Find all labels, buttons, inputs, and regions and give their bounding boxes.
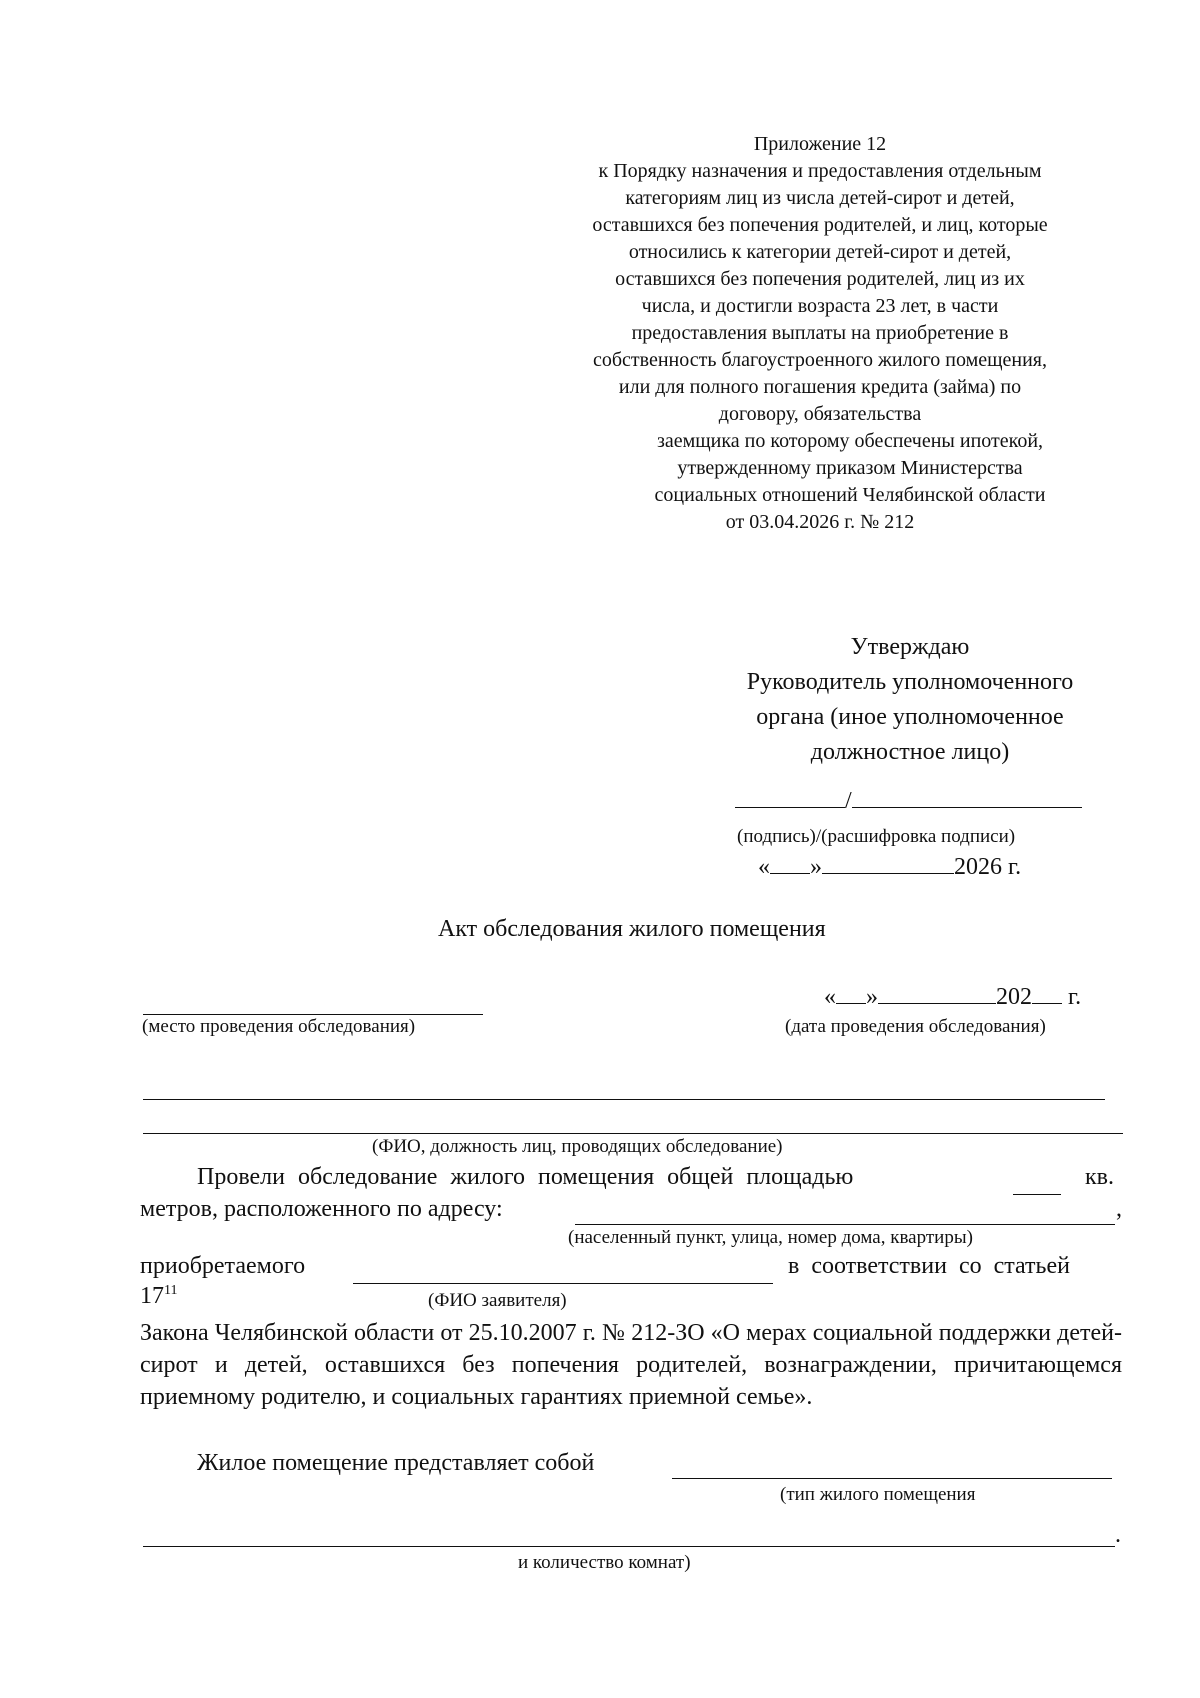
area-unit: кв. [1085,1164,1114,1190]
header-line: собственность благоустроенного жилого помещения, [592,349,1048,371]
approver-title-line: Руководитель уполномоченного [746,669,1074,695]
place-caption: (место проведения обследования) [142,1016,416,1037]
header-line: утвержденному приказом Министерства [677,457,1023,479]
header-line: к Порядку назначения и предоставления отдельным [598,160,1042,182]
rooms-field[interactable] [143,1546,1115,1547]
act-title: Акт обследования жилого помещения [438,916,826,942]
header-line: оставшихся без попечения родителей, и лиц, которые [592,214,1048,236]
approval-block [700,630,1120,770]
place-field[interactable] [143,1014,483,1015]
approval-date: « » 2026 г. [758,854,1022,880]
inspection-year-prefix: 202 [996,984,1032,1010]
header-line: числа, и достигли возраста 23 лет, в части [641,295,999,317]
approval-month-field[interactable] [822,873,954,874]
inspection-year-field[interactable] [1032,1003,1062,1004]
appendix-header [520,131,1120,536]
header-line: или для полного погашения кредита (займа) по [618,376,1022,398]
persons-field-line-2[interactable] [143,1133,1123,1134]
rooms-caption: и количество комнат) [518,1552,691,1573]
approver-title-line: должностное лицо) [810,739,1010,765]
date-caption: (дата проведения обследования) [785,1016,1046,1037]
approval-day-field[interactable] [770,873,810,874]
address-caption: (населенный пункт, улица, номер дома, квартиры) [568,1227,973,1248]
approve-word: Утверждаю [850,634,970,660]
law-paragraph [140,1317,1122,1413]
housing-type-caption: (тип жилого помещения [780,1484,976,1505]
persons-caption: (ФИО, должность лиц, проводящих обследование) [372,1136,783,1157]
header-line: оставшихся без попечения родителей, лиц из их [615,268,1025,290]
housing-phrase: Жилое помещение представляет собой [197,1450,595,1476]
inspection-month-field[interactable] [878,1003,996,1004]
header-line: относились к категории детей-сирот и детей, [628,241,1012,263]
header-line: заемщика по которому обеспечены ипотекой, [656,430,1044,452]
address-field[interactable] [575,1224,1115,1225]
para1-line1: Провели обследование жилого помещения общей площадью [197,1164,854,1190]
header-line: от 03.04.2026 г. № 212 [725,511,915,533]
header-line: предоставления выплаты на приобретение в [631,322,1009,344]
housing-type-field[interactable] [672,1478,1112,1479]
header-line: категориям лиц из числа детей-сирот и детей, [625,187,1015,209]
inspection-date: « » 202 г. [824,984,1082,1010]
signature-caption: (подпись)/(расшифровка подписи) [737,826,1016,847]
signature-line [735,788,1082,815]
inspection-day-field[interactable] [836,1003,866,1004]
signature-decoding-field[interactable] [852,807,1082,808]
approver-title-line: органа (иное уполномоченное [756,704,1064,730]
para1-line2: метров, расположенного по адресу: [140,1196,503,1222]
area-field[interactable] [1013,1194,1061,1195]
address-comma: , [1116,1196,1122,1222]
header-line: Приложение 12 [753,133,887,155]
applicant-field[interactable] [353,1283,773,1284]
rooms-period: . [1115,1522,1121,1548]
applicant-caption: (ФИО заявителя) [428,1290,567,1311]
law-text: Закона Челябинской области от 25.10.2007 г. № 212-ЗО «О мерах социальной поддержки детей-сирот и детей, оставшихся без попечения родителей, вознаграждении, причитающемся приемному родителю, и социальных гарантиях приемной семье». [140,1320,1122,1410]
signature-slash: / [845,788,852,814]
acquired-word: приобретаемого [140,1253,306,1279]
according-phrase: в соответствии со статьей [788,1253,1070,1279]
approval-year: 2026 г. [954,854,1022,880]
article-number: $17^{11}$ [140,1283,178,1309]
header-line: договору, обязательства [718,403,922,425]
header-line: социальных отношений Челябинской области [654,484,1046,506]
signature-field[interactable] [735,807,845,808]
persons-field-line-1[interactable] [143,1099,1105,1100]
